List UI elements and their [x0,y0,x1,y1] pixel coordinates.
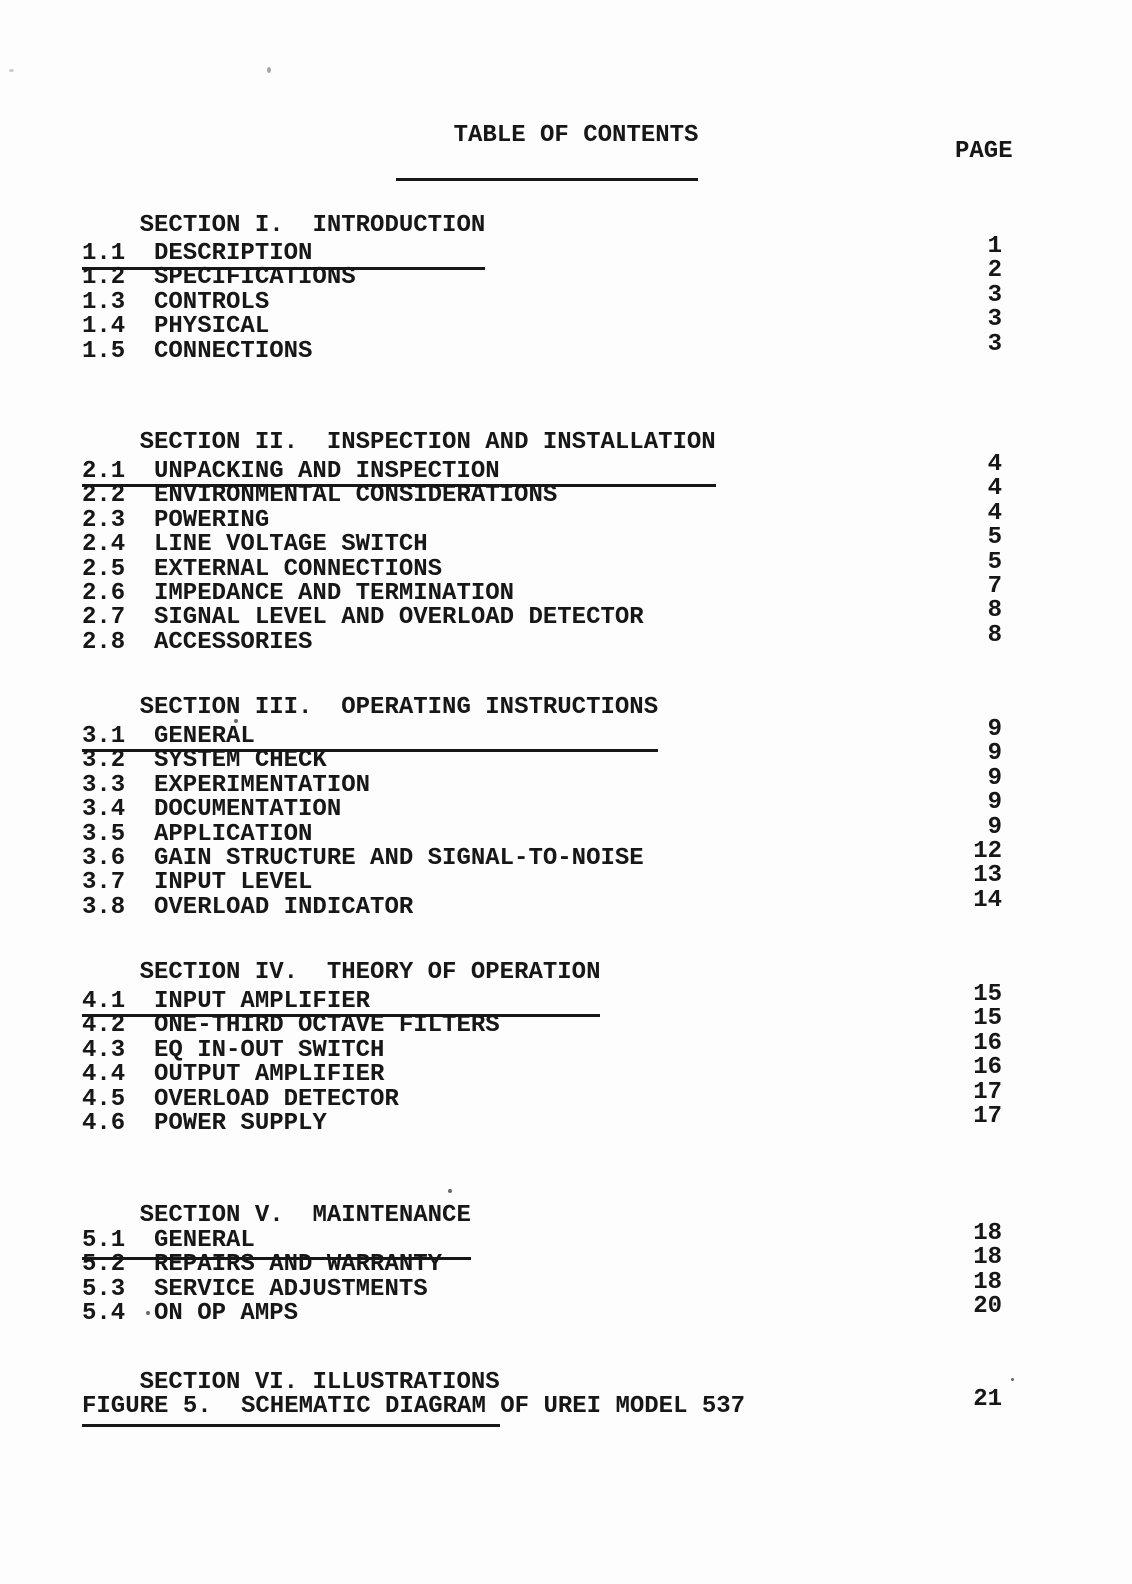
page-title [396,100,698,181]
figure-page-number: 21 [973,1386,1002,1413]
item-number: 3.8 [82,893,126,921]
item-title: EXPERIMENTATION [154,771,371,799]
item-page-number: 17 [973,1078,1002,1106]
section-1-items [82,233,1002,365]
figure-item [82,1386,1002,1420]
item-number: 3.5 [82,820,126,848]
toc-item [82,1029,1002,1064]
toc-item [82,981,1002,1015]
item-page-number: 14 [973,886,1002,914]
item-number: 1.3 [82,288,126,316]
item-title: INPUT AMPLIFIER [154,988,371,1015]
toc-item [82,233,1002,267]
item-title: POWER SUPPLY [154,1109,327,1137]
item-page-number: 4 [987,499,1002,527]
item-title: OUTPUT AMPLIFIER [154,1061,385,1089]
toc-item [82,499,1002,534]
toc-item [82,281,1002,316]
toc-item [82,1102,1002,1137]
toc-item [82,1078,1002,1113]
toc-item [82,1244,1002,1279]
item-title: SERVICE ADJUSTMENTS [154,1275,428,1303]
item-number: 3.4 [82,796,126,824]
item-title: OVERLOAD DETECTOR [154,1085,399,1113]
item-title: GAIN STRUCTURE AND SIGNAL-TO-NOISE [154,844,644,872]
item-number: 5.1 [82,1227,126,1254]
toc-item [82,572,1002,607]
section-2-items [82,451,1002,656]
item-number: 3.7 [82,869,126,897]
item-number: 2.3 [82,506,126,534]
item-title: ACCESSORIES [154,628,313,656]
item-page-number: 15 [973,1005,1002,1033]
item-title: UNPACKING AND INSPECTION [154,458,500,485]
item-number: 2.5 [82,555,126,583]
section-5-items [82,1220,1002,1328]
figure-list [82,1386,1002,1420]
item-title: GENERAL [154,723,255,750]
item-page-number: 9 [987,716,1002,743]
item-title: ON OP AMPS [154,1300,299,1328]
figure-title: SCHEMATIC DIAGRAM OF UREI MODEL 537 [241,1393,746,1420]
toc-item [82,621,1002,656]
toc-item [82,1054,1002,1089]
item-number: 1.5 [82,337,126,365]
item-page-number: 18 [973,1220,1002,1247]
item-title: POWERING [154,506,270,534]
section-4-items [82,981,1002,1137]
item-number: 1.1 [82,240,126,267]
section-3-items [82,716,1002,921]
item-page-number: 4 [987,475,1002,503]
section-heading-2-text: SECTION II. INSPECTION AND INSTALLATION [139,429,716,457]
item-number: 2.8 [82,628,126,656]
toc-item [82,1293,1002,1328]
item-title: OVERLOAD INDICATOR [154,893,414,921]
toc-item [82,451,1002,485]
item-title: DOCUMENTATION [154,796,342,824]
item-number: 4.2 [82,1012,126,1040]
section-heading-3-text: SECTION III. OPERATING INSTRUCTIONS [139,694,659,722]
toc-item [82,813,1002,848]
toc-item [82,475,1002,510]
item-number: 3.2 [82,747,126,775]
item-title: CONTROLS [154,288,270,316]
item-number: 4.1 [82,988,126,1015]
item-page-number: 12 [973,837,1002,865]
item-number: 2.4 [82,531,126,559]
toc-item [82,837,1002,872]
item-title: SYSTEM CHECK [154,747,327,775]
item-number: 4.5 [82,1085,126,1113]
item-page-number: 4 [987,451,1002,478]
item-title: IMPEDANCE AND TERMINATION [154,579,515,607]
toc-item [82,257,1002,292]
toc-item [82,306,1002,341]
item-page-number: 13 [973,862,1002,890]
item-title: APPLICATION [154,820,313,848]
item-page-number: 9 [987,789,1002,817]
item-title: SIGNAL LEVEL AND OVERLOAD DETECTOR [154,604,644,632]
item-title: LINE VOLTAGE SWITCH [154,531,428,559]
item-number: 2.1 [82,458,126,485]
section-heading-4-text: SECTION IV. THEORY OF OPERATION [139,959,601,987]
item-number: 4.4 [82,1061,126,1089]
section-heading-6-text: SECTION VI. ILLUSTRATIONS [139,1369,500,1397]
item-title: CONNECTIONS [154,337,313,365]
toc-item [82,740,1002,775]
item-page-number: 20 [973,1293,1002,1321]
item-page-number: 2 [987,257,1002,285]
item-page-number: 9 [987,764,1002,792]
toc-item [82,1005,1002,1040]
item-page-number: 8 [987,621,1002,649]
item-title: ENVIRONMENTAL CONSIDERATIONS [154,482,558,510]
item-page-number: 7 [987,572,1002,600]
toc-item [82,597,1002,632]
item-number: 5.2 [82,1251,126,1279]
toc-item [82,789,1002,824]
item-number: 2.7 [82,604,126,632]
item-number: 3.1 [82,723,126,750]
toc-item [82,1268,1002,1303]
item-title: ONE-THIRD OCTAVE FILTERS [154,1012,500,1040]
item-page-number: 9 [987,813,1002,841]
toc-item [82,1220,1002,1254]
item-title: REPAIRS AND WARRANTY [154,1251,443,1279]
item-title: EXTERNAL CONNECTIONS [154,555,443,583]
toc-item [82,330,1002,365]
section-heading-5-text: SECTION V. MAINTENANCE [139,1202,471,1230]
page-title-text: TABLE OF CONTENTS [453,122,699,150]
item-page-number: 16 [973,1029,1002,1057]
item-page-number: 5 [987,548,1002,576]
item-page-number: 17 [973,1102,1002,1130]
item-title: PHYSICAL [154,313,270,341]
item-title: DESCRIPTION [154,240,313,267]
scan-artifact [9,69,14,72]
item-number: 3.6 [82,844,126,872]
item-page-number: 15 [973,981,1002,1008]
item-number: 5.3 [82,1275,126,1303]
figure-number: FIGURE 5. [82,1393,212,1420]
scan-artifact [1011,1378,1014,1381]
scan-artifact [267,67,271,73]
item-page-number: 18 [973,1268,1002,1296]
toc-item [82,886,1002,921]
toc-item [82,764,1002,799]
item-page-number: 3 [987,330,1002,358]
item-number: 1.4 [82,313,126,341]
page-column-header: PAGE [955,138,1013,165]
item-number: 4.3 [82,1036,126,1064]
item-number: 2.2 [82,482,126,510]
item-page-number: 8 [987,597,1002,625]
item-page-number: 9 [987,740,1002,768]
item-page-number: 1 [987,233,1002,260]
item-page-number: 3 [987,306,1002,334]
item-page-number: 18 [973,1244,1002,1272]
item-title: SPECIFICATIONS [154,264,356,292]
item-number: 2.6 [82,579,126,607]
item-page-number: 5 [987,524,1002,552]
toc-item [82,716,1002,750]
item-number: 4.6 [82,1109,126,1137]
toc-item [82,548,1002,583]
item-page-number: 16 [973,1054,1002,1082]
toc-item [82,524,1002,559]
section-heading-1-text: SECTION I. INTRODUCTION [139,212,486,240]
item-number: 1.2 [82,264,126,292]
item-title: INPUT LEVEL [154,869,313,897]
item-number: 3.3 [82,771,126,799]
item-title: EQ IN-OUT SWITCH [154,1036,385,1064]
item-title: GENERAL [154,1227,255,1254]
item-page-number: 3 [987,281,1002,309]
toc-item [82,862,1002,897]
item-number: 5.4 [82,1300,126,1328]
